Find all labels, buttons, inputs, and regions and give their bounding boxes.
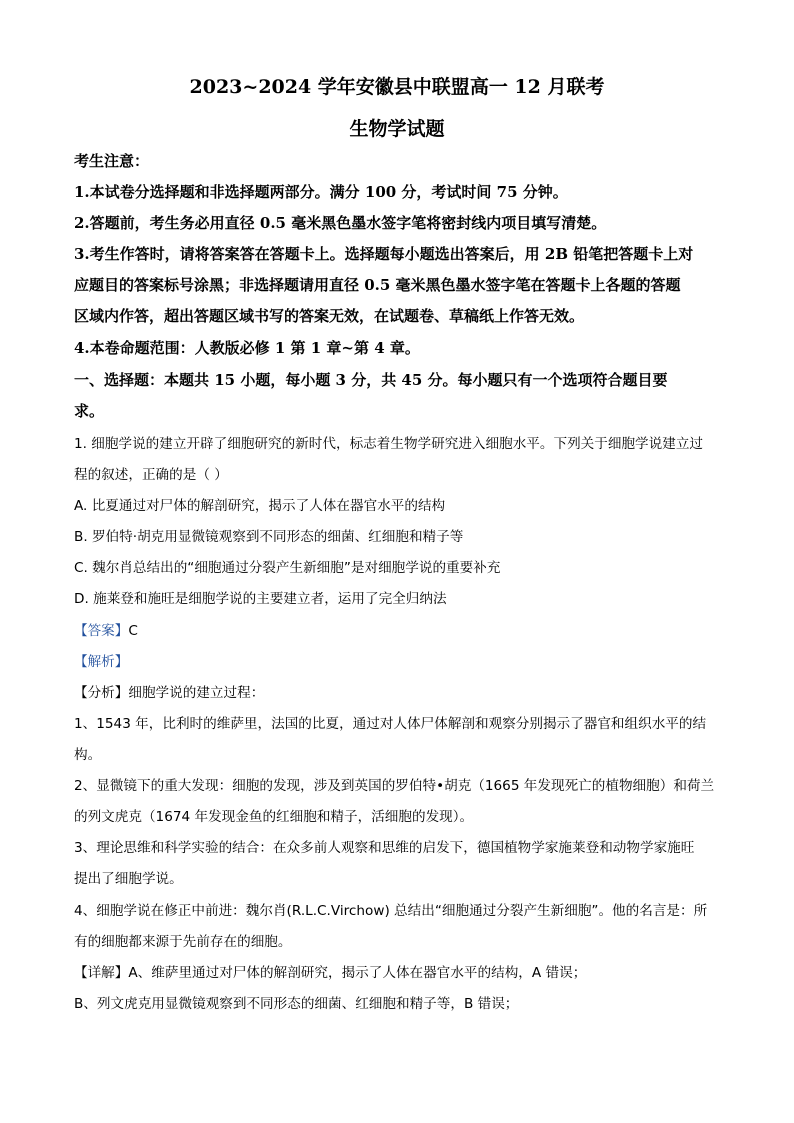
notice-item: 应题目的答案标号涂黑；非选择题请用直径 0.5 毫米黑色墨水签字笔在答题卡上各题的答题 xyxy=(74,276,681,294)
analysis-line: 有的细胞都来源于先前存在的细胞。 xyxy=(74,934,292,950)
analysis-line: 4、细胞学说在修正中前进：魏尔肖(R.L.C.Virchow) 总结出“细胞通过分裂产生新细胞”。他的名言是：所 xyxy=(74,903,708,919)
notice-item: 4.本卷命题范围：人教版必修 1 第 1 章~第 4 章。 xyxy=(74,339,420,357)
analysis-line: 2、显微镜下的重大发现：细胞的发现，涉及到英国的罗伯特•胡克（1665 年发现死亡的植物细胞）和荷兰 xyxy=(74,778,715,794)
answer-value: C xyxy=(128,623,138,639)
notice-item: 1.本试卷分选择题和非选择题两部分。满分 100 分，考试时间 75 分钟。 xyxy=(74,183,568,201)
notice-heading: 考生注意： xyxy=(74,152,150,170)
analysis-tag: 【解析】 xyxy=(74,654,129,670)
option-b: B. 罗伯特·胡克用显微镜观察到不同形态的细菌、红细胞和精子等 xyxy=(74,529,464,545)
notice-item: 区域内作答，超出答题区域书写的答案无效，在试题卷、草稿纸上作答无效。 xyxy=(74,307,585,325)
option-c: C. 魏尔肖总结出的“细胞通过分裂产生新细胞”是对细胞学说的重要补充 xyxy=(74,560,501,576)
exam-title: 2023~2024 学年安徽县中联盟高一 12 月联考 xyxy=(189,76,605,98)
analysis-line: 【分析】细胞学说的建立过程： xyxy=(74,685,265,701)
notice-item: 2.答题前，考生务必用直径 0.5 毫米黑色墨水签字笔将密封线内项目填写清楚。 xyxy=(74,214,607,232)
analysis-line: 提出了细胞学说。 xyxy=(74,871,183,887)
analysis-line: 1、1543 年，比利时的维萨里，法国的比夏，通过对人体尸体解剖和观察分别揭示了器官和组织水平的结 xyxy=(74,716,707,732)
option-d: D. 施莱登和施旺是细胞学说的主要建立者，运用了完全归纳法 xyxy=(74,591,447,607)
analysis-line: 的列文虎克（1674 年发现金鱼的红细胞和精子，活细胞的发现）。 xyxy=(74,809,474,825)
analysis-line: 构。 xyxy=(74,747,102,763)
analysis-line: 3、理论思维和科学实验的结合：在众多前人观察和思维的启发下，德国植物学家施莱登和动物学家施旺 xyxy=(74,840,695,856)
option-a: A. 比夏通过对尸体的解剖研究，揭示了人体在器官水平的结构 xyxy=(74,498,446,514)
section-title: 一、选择题：本题共 15 小题，每小题 3 分，共 45 分。每小题只有一个选项符合题目要 xyxy=(74,371,668,389)
exam-subtitle: 生物学试题 xyxy=(349,118,445,140)
question-stem: 1. 细胞学说的建立开辟了细胞研究的新时代，标志着生物学研究进入细胞水平。下列关于细胞学说建立过 xyxy=(74,436,704,452)
analysis-detail: 【详解】A、维萨里通过对尸体的解剖研究，揭示了人体在器官水平的结构，A 错误； xyxy=(74,965,587,981)
answer-tag: 【答案】 xyxy=(74,623,129,639)
answer-line xyxy=(74,619,734,639)
question-stem-cont: 程的叙述，正确的是（ ） xyxy=(74,467,228,483)
notice-item: 3.考生作答时，请将答案答在答题卡上。选择题每小题选出答案后，用 2B 铅笔把答题卡上对 xyxy=(74,245,694,263)
section-title-cont: 求。 xyxy=(74,402,105,420)
analysis-detail: B、列文虎克用显微镜观察到不同形态的细菌、红细胞和精子等，B 错误； xyxy=(74,996,519,1012)
